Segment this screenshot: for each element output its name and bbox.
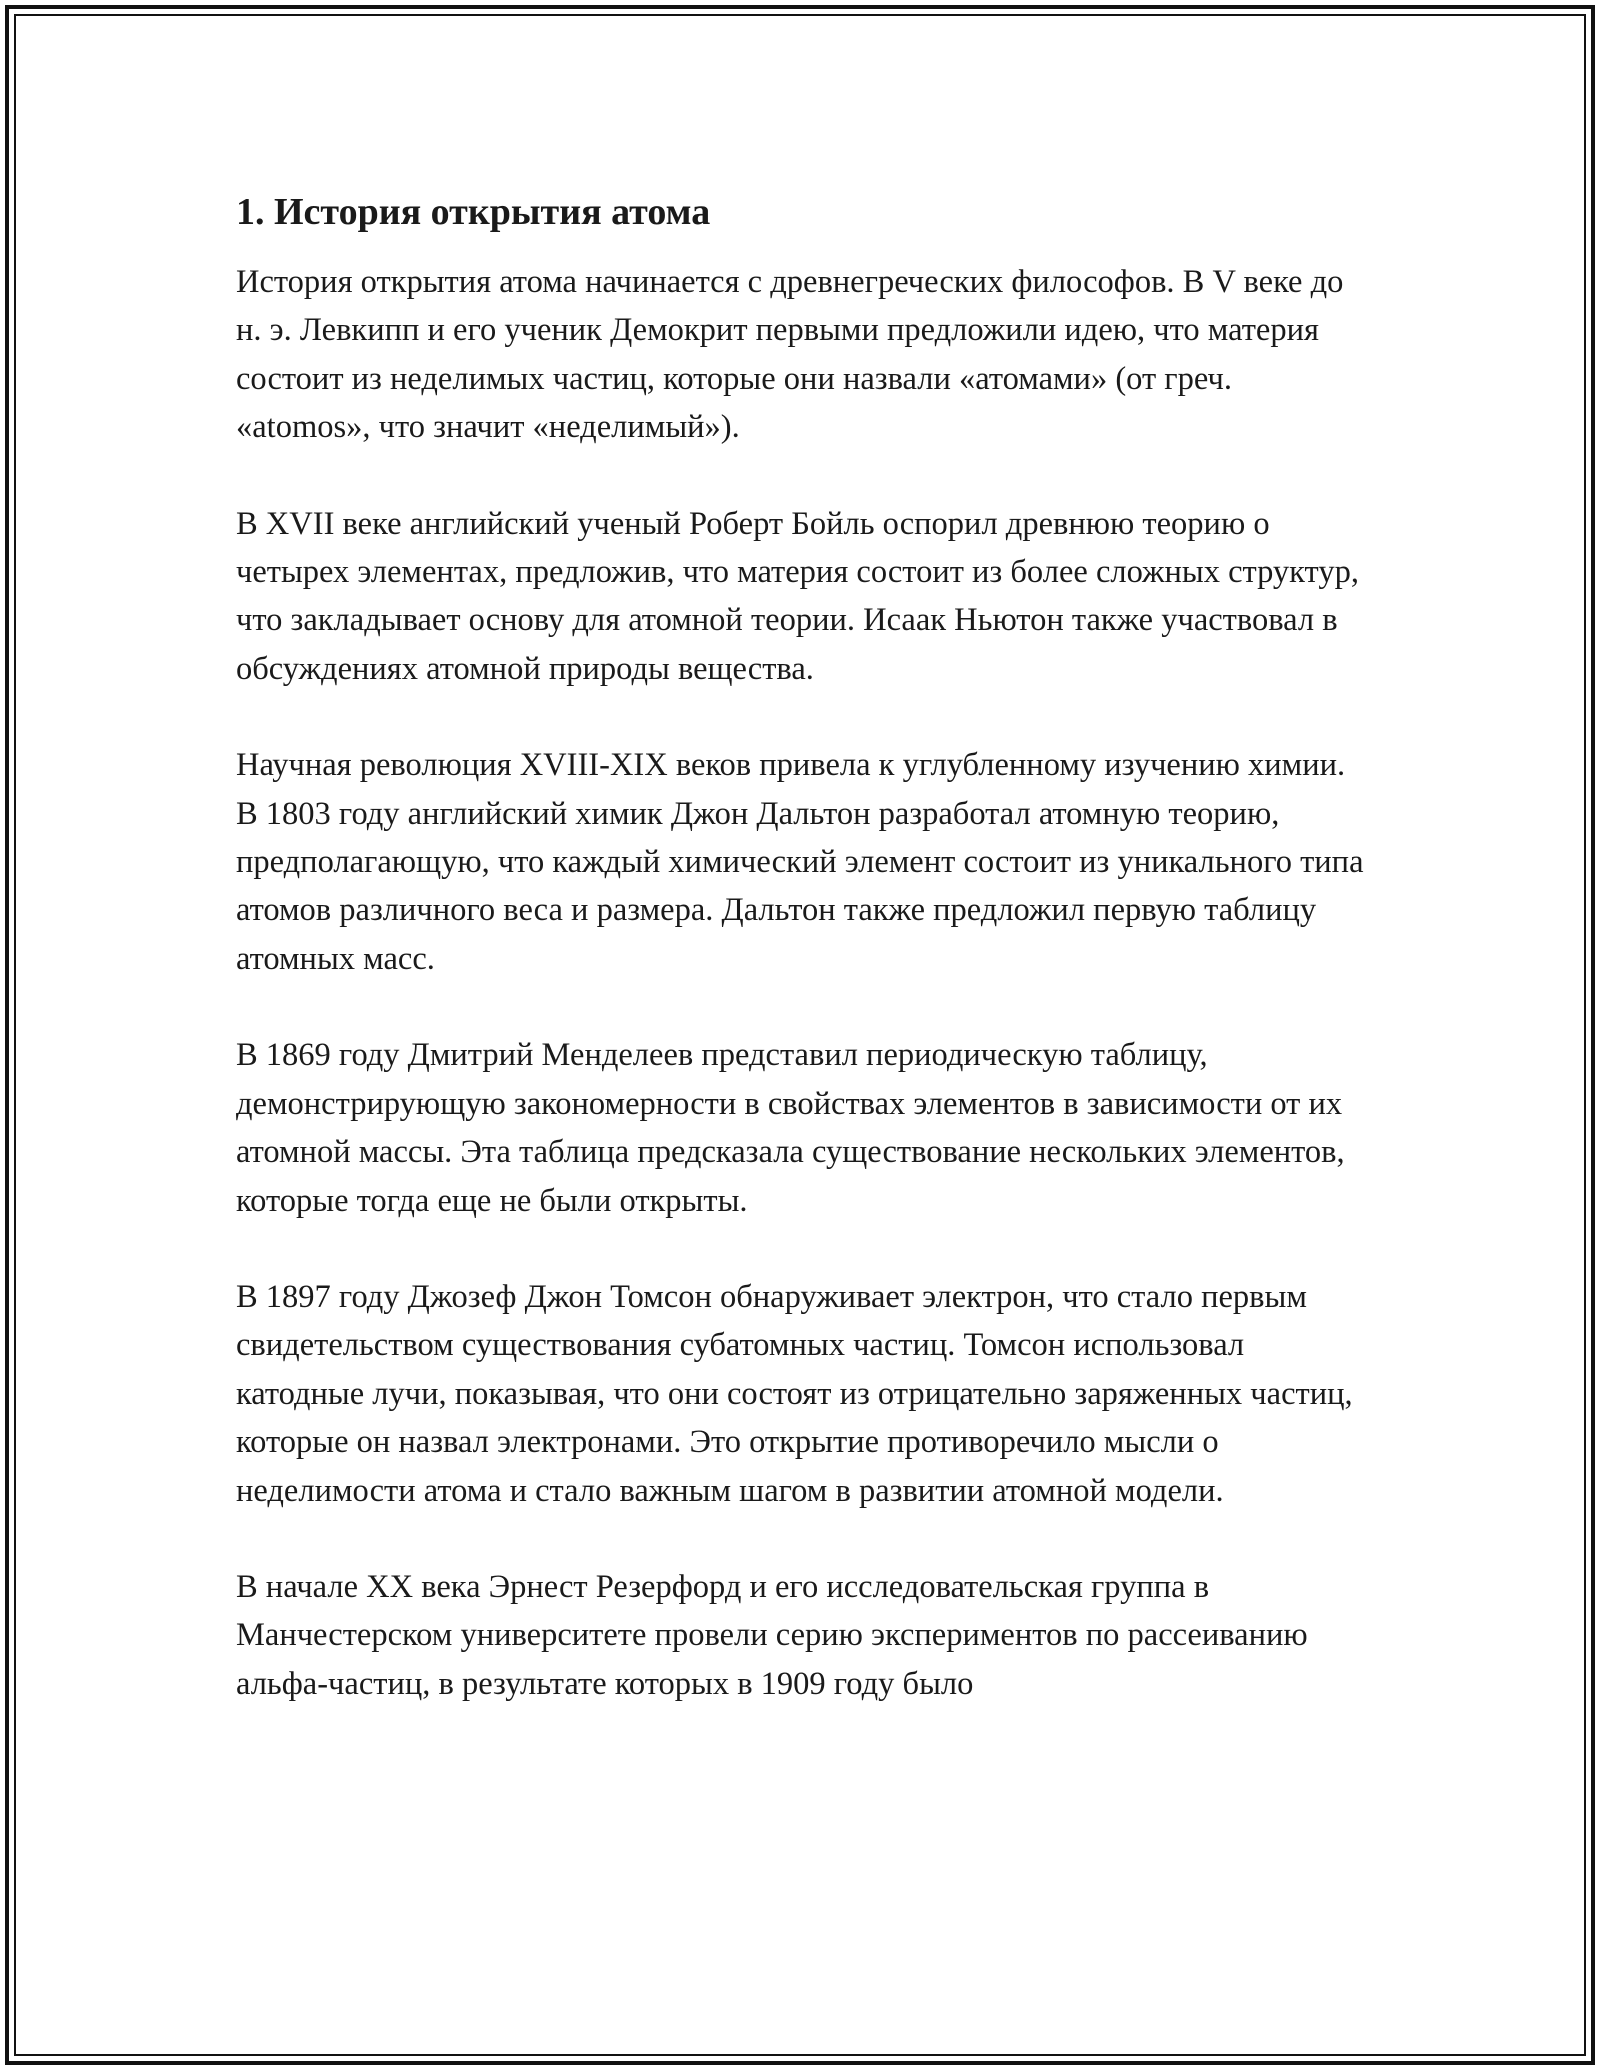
- document-body: [236, 186, 1366, 1756]
- paragraph-boyle-newton: В XVII веке английский ученый Роберт Бойль оспорил древнюю теорию о четырех элементах, предложив, что материя состоит из более сложных структур, что закладывает основу для атомной теории. Исаак Ньютон также участвовал в обсуждениях атомной природы вещества.: [236, 505, 1359, 687]
- paragraph-rutherford: В начале XX века Эрнест Резерфорд и его исследовательская группа в Манчестерском университете провели серию экспериментов по рассеиванию альфа-частиц, в результате которых в 1909 году было: [236, 1568, 1308, 1702]
- paragraph-ancient-philosophers: История открытия атома начинается с древнегреческих философов. В V веке до н. э. Левкипп и его ученик Демокрит первыми предложили идею, что материя состоит из неделимых частиц, которые они назвали «атомами» (от греч. «atomos», что значит «неделимый»).: [236, 264, 1344, 446]
- paragraph-thomson: В 1897 году Джозеф Джон Томсон обнаруживает электрон, что стало первым свидетельством существования субатомных частиц. Томсон использовал катодные лучи, показывая, что они состоят из отрицательно заряженных частиц, которые он назвал электронами. Это открытие противоречило мысли о неделимости атома и стало важным шагом в развитии атомной модели.: [236, 1278, 1353, 1509]
- paragraph-dalton: Научная революция XVIII-XIX веков привела к углубленному изучению химии. В 1803 году английский химик Джон Дальтон разработал атомную теорию, предполагающую, что каждый химический элемент состоит из уникального типа атомов различного веса и размера. Дальтон также предложил первую таблицу атомных масс.: [236, 747, 1364, 977]
- section-title: 1. История открытия атома: [236, 191, 711, 233]
- paragraph-mendeleev: В 1869 году Дмитрий Менделеев представил периодическую таблицу, демонстрирующую закономерности в свойствах элементов в зависимости от их атомной массы. Эта таблица предсказала существование нескольких элементов, которые тогда еще не были открыты.: [236, 1037, 1345, 1219]
